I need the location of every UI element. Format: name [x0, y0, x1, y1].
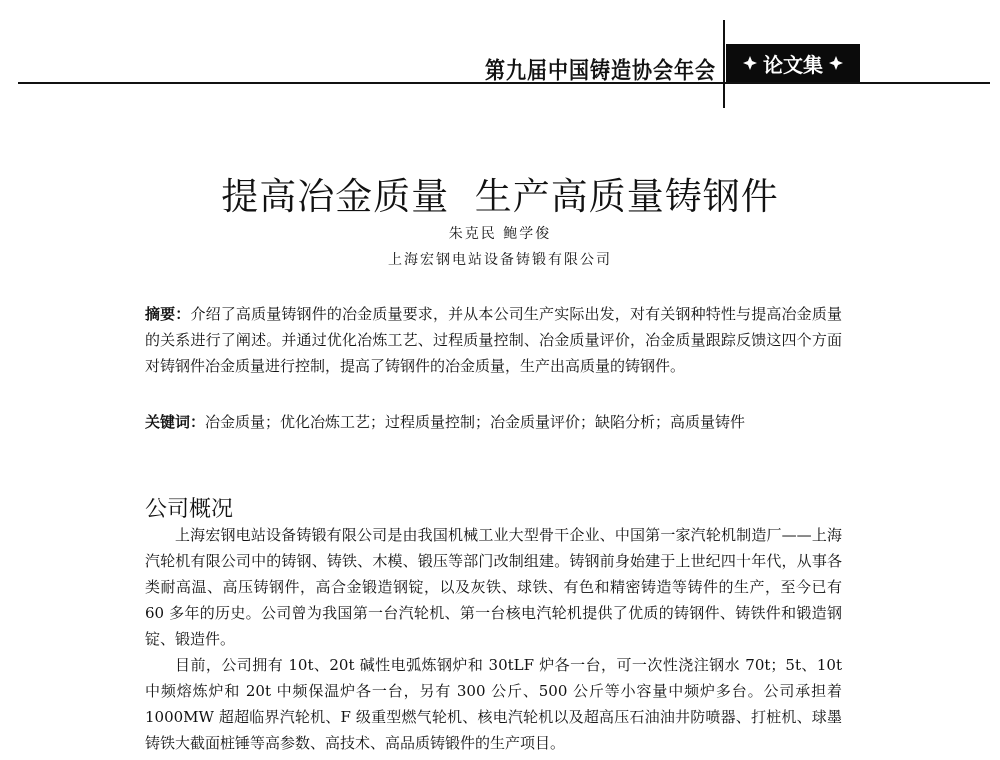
body-paragraph: 上海宏钢电站设备铸锻有限公司是由我国机械工业大型骨干企业、中国第一家汽轮机制造厂——上海汽轮机有限公司中的铸钢、铸铁、木模、锻压等部门改制组建。铸钢前身始建于上世纪四十年代，从事各类耐高温、高压铸钢件，高合金锻造钢锭，以及灰铁、球铁、有色和精密铸造等铸件的生产，至今已有 60 多年的历史。公司曾为我国第一台汽轮机、第一台核电汽轮机提供了优质的铸钢件、铸铁件和锻造钢锭、锻造件。 [145, 526, 842, 648]
paper-affiliation: 上海宏钢电站设备铸锻有限公司 [388, 252, 612, 268]
section-heading: 公司概况 [145, 497, 234, 522]
keywords-label: 关键词： [145, 413, 206, 431]
section-tag [726, 44, 860, 82]
body-paragraph: 目前，公司拥有 10t、20t 碱性电弧炼钢炉和 30tLF 炉各一台，可一次性浇注钢水 70t；5t、10t 中频熔炼炉和 20t 中频保温炉各一台，另有 300 公斤、500 公斤等小容量中频炉多台。公司承担着 1000MW 超超临界汽轮机、F 级重型燃气轮机、核电汽轮机以及超高压石油油井防喷器、打桩机、球墨铸铁大截面桩锤等高参数、高技术、高品质铸锻件的生产项目。 [145, 656, 842, 752]
journal-name: 第九届中国铸造协会年会 [485, 56, 716, 84]
keywords [145, 409, 842, 435]
paper-authors: 朱克民 鲍学俊 [448, 226, 552, 242]
keywords-text: 冶金质量；优化冶炼工艺；过程质量控制；冶金质量评价；缺陷分析；高质量铸件 [205, 413, 746, 431]
section-tag-label: 论文集 [763, 52, 823, 77]
header-divider [723, 20, 725, 108]
decorative-flourish-icon [829, 56, 843, 70]
decorative-flourish-icon [743, 56, 757, 70]
paper-title: 提高冶金质量 生产高质量铸钢件 [221, 175, 779, 218]
abstract-text: 介绍了高质量铸钢件的冶金质量要求，并从本公司生产实际出发，对有关钢种特性与提高冶金质量的关系进行了阐述。并通过优化冶炼工艺、过程质量控制、冶金质量评价，冶金质量跟踪反馈这四个方面对铸钢件冶金质量进行控制，提高了铸钢件的冶金质量，生产出高质量的铸钢件。 [145, 305, 842, 375]
abstract [145, 301, 842, 379]
abstract-label: 摘要： [145, 305, 191, 323]
